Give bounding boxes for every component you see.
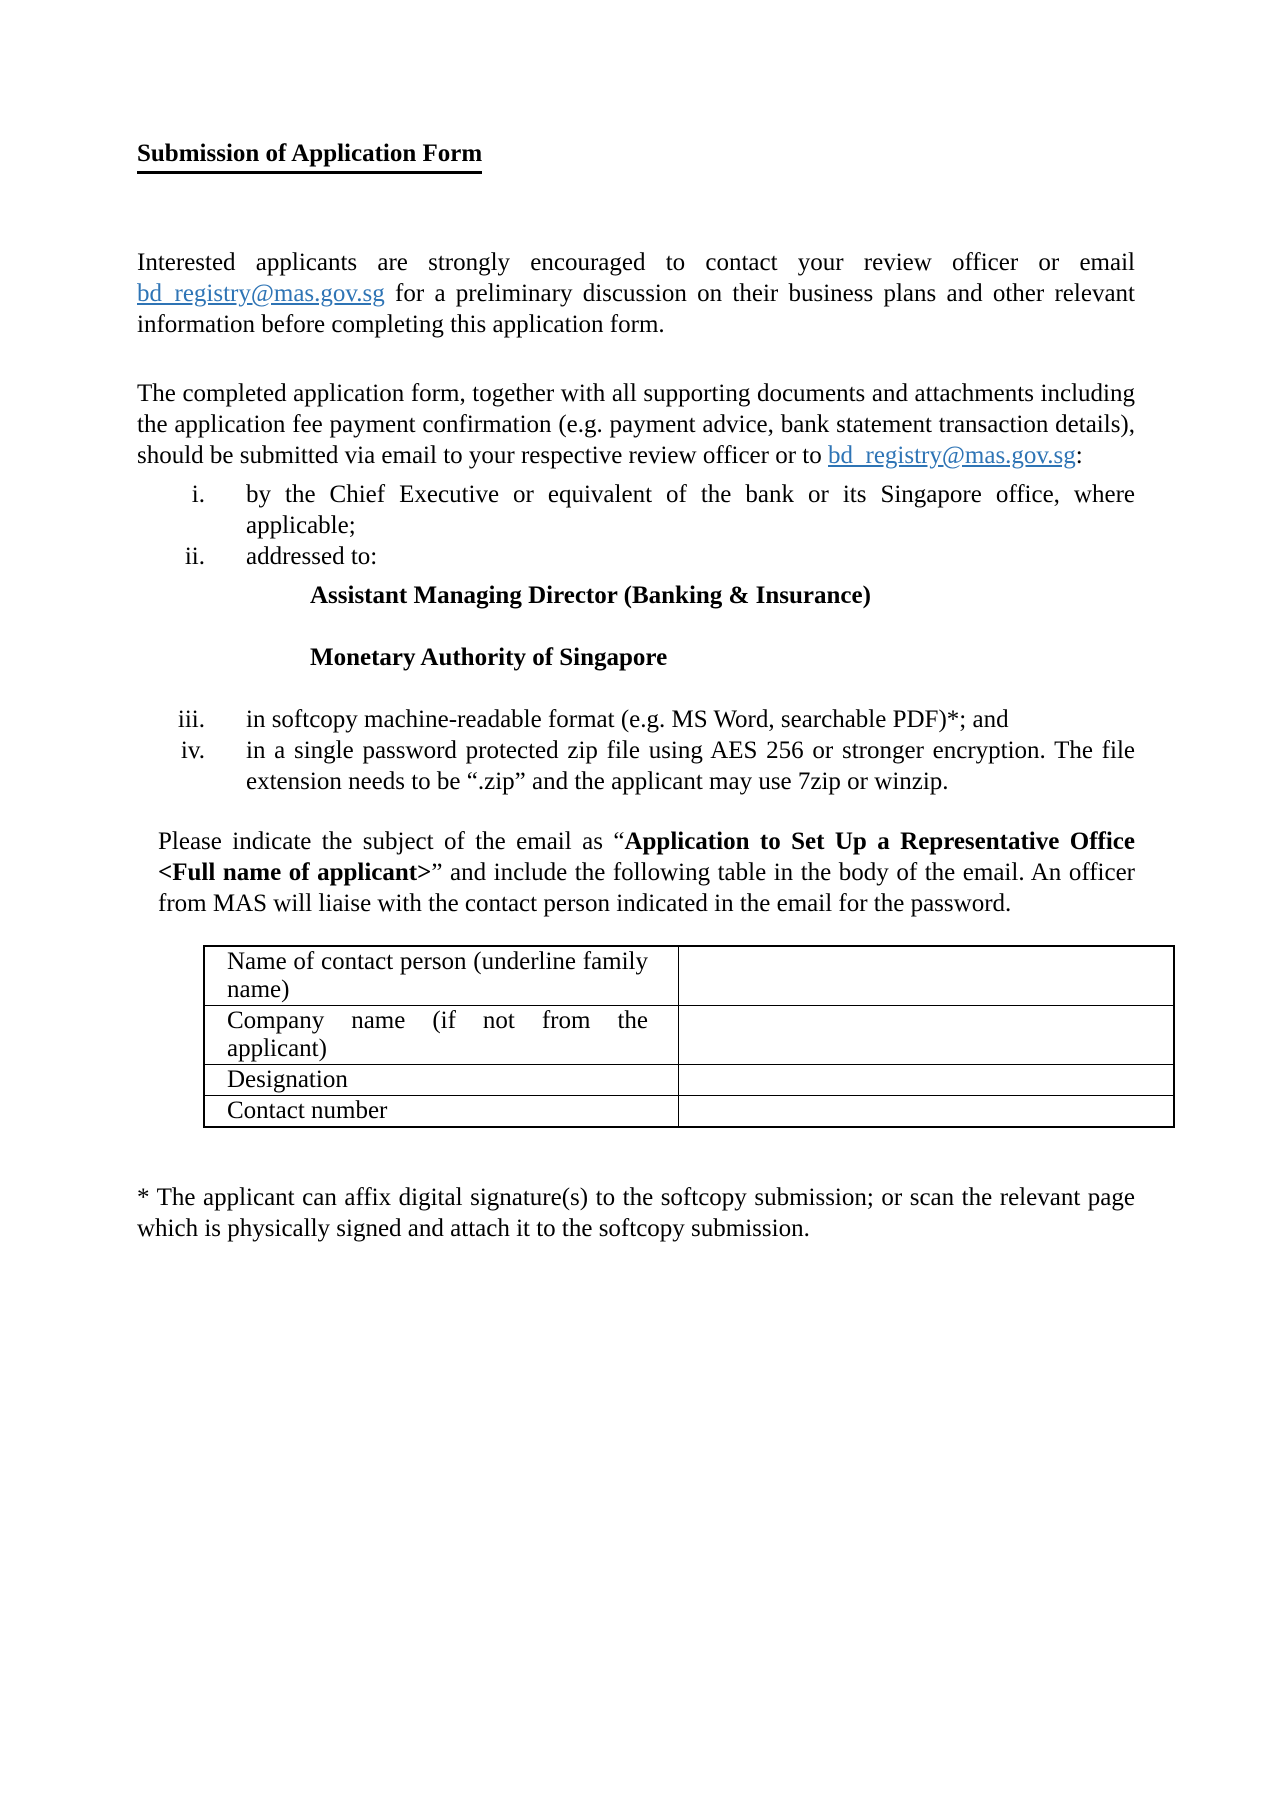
list-text: in softcopy machine-readable format (e.g. MS Word, searchable PDF)*; and [246,706,1009,733]
intro-paragraph [137,247,1135,340]
list-text: addressed to: [246,543,378,570]
submission-paragraph-prefix: The completed application form, together with all supporting documents and attachments including the application fee payment confirmation (e.g. payment advice, bank statement transaction details), should be submitted via email to your respective review officer or to [137,380,1135,469]
table-row [204,1096,1174,1128]
list-text: by the Chief Executive or equivalent of the bank or its Singapore office, where applicable; [246,481,1135,539]
intro-paragraph-prefix: Interested applicants are strongly encouraged to contact your review officer or email [137,249,1135,276]
row-value-company-name [679,1006,1175,1065]
table-row [204,1065,1174,1096]
row-label-company-name: Company name (if not from the applicant) [204,1006,679,1065]
signature-footnote: * The applicant can affix digital signature(s) to the softcopy submission; or scan the relevant page which is physically signed and attach it to the softcopy submission. [137,1184,1135,1242]
list-number: ii. [184,543,205,570]
list-item-i [137,479,1135,541]
submission-paragraph-suffix: : [1075,442,1083,469]
row-value-contact-person [679,946,1175,1006]
row-value-contact-number [679,1096,1175,1128]
email-link[interactable]: bd_registry@mas.gov.sg [137,280,385,307]
email-link[interactable]: bd_registry@mas.gov.sg [828,442,1076,469]
addressee-line-2: Monetary Authority of Singapore [310,644,668,671]
table-row [204,1006,1174,1065]
list-number: i. [191,481,205,508]
email-subject-prefix: Please indicate the subject of the email as “ [158,828,625,855]
table-row [204,946,1174,1006]
page-title-text: Submission of Application Form [137,137,482,174]
row-label-contact-number: Contact number [204,1096,679,1128]
list-item-iv [137,735,1135,797]
list-number: iv. [180,737,205,764]
list-text: in a single password protected zip file using AES 256 or stronger encryption. The file extension needs to be “.zip” and the applicant may use 7zip or winzip. [246,737,1135,795]
row-value-designation [679,1065,1175,1096]
list-number: iii. [177,706,205,733]
row-label-contact-person: Name of contact person (underline family name) [204,946,679,1006]
submission-conditions-list-1 [137,479,1135,572]
email-subject-paragraph [158,826,1135,919]
contact-details-table [203,945,1175,1128]
submission-paragraph [137,378,1135,471]
page-title [137,137,1135,174]
list-item-iii [137,704,1135,735]
row-label-designation: Designation [204,1065,679,1096]
submission-conditions-list-2 [137,704,1135,797]
addressee-line-1: Assistant Managing Director (Banking & Insurance) [310,582,871,609]
email-subject-suffix: ” and include the following table in the body of the email. An officer from MAS will liaise with the contact person indicated in the email for the password. [158,859,1135,917]
intro-paragraph-suffix: for a preliminary discussion on their business plans and other relevant information before completing this application form. [137,280,1135,338]
email-subject-bold: Application to Set Up a Representative Office <Full name of applicant> [158,828,1135,886]
list-item-ii [137,541,1135,572]
